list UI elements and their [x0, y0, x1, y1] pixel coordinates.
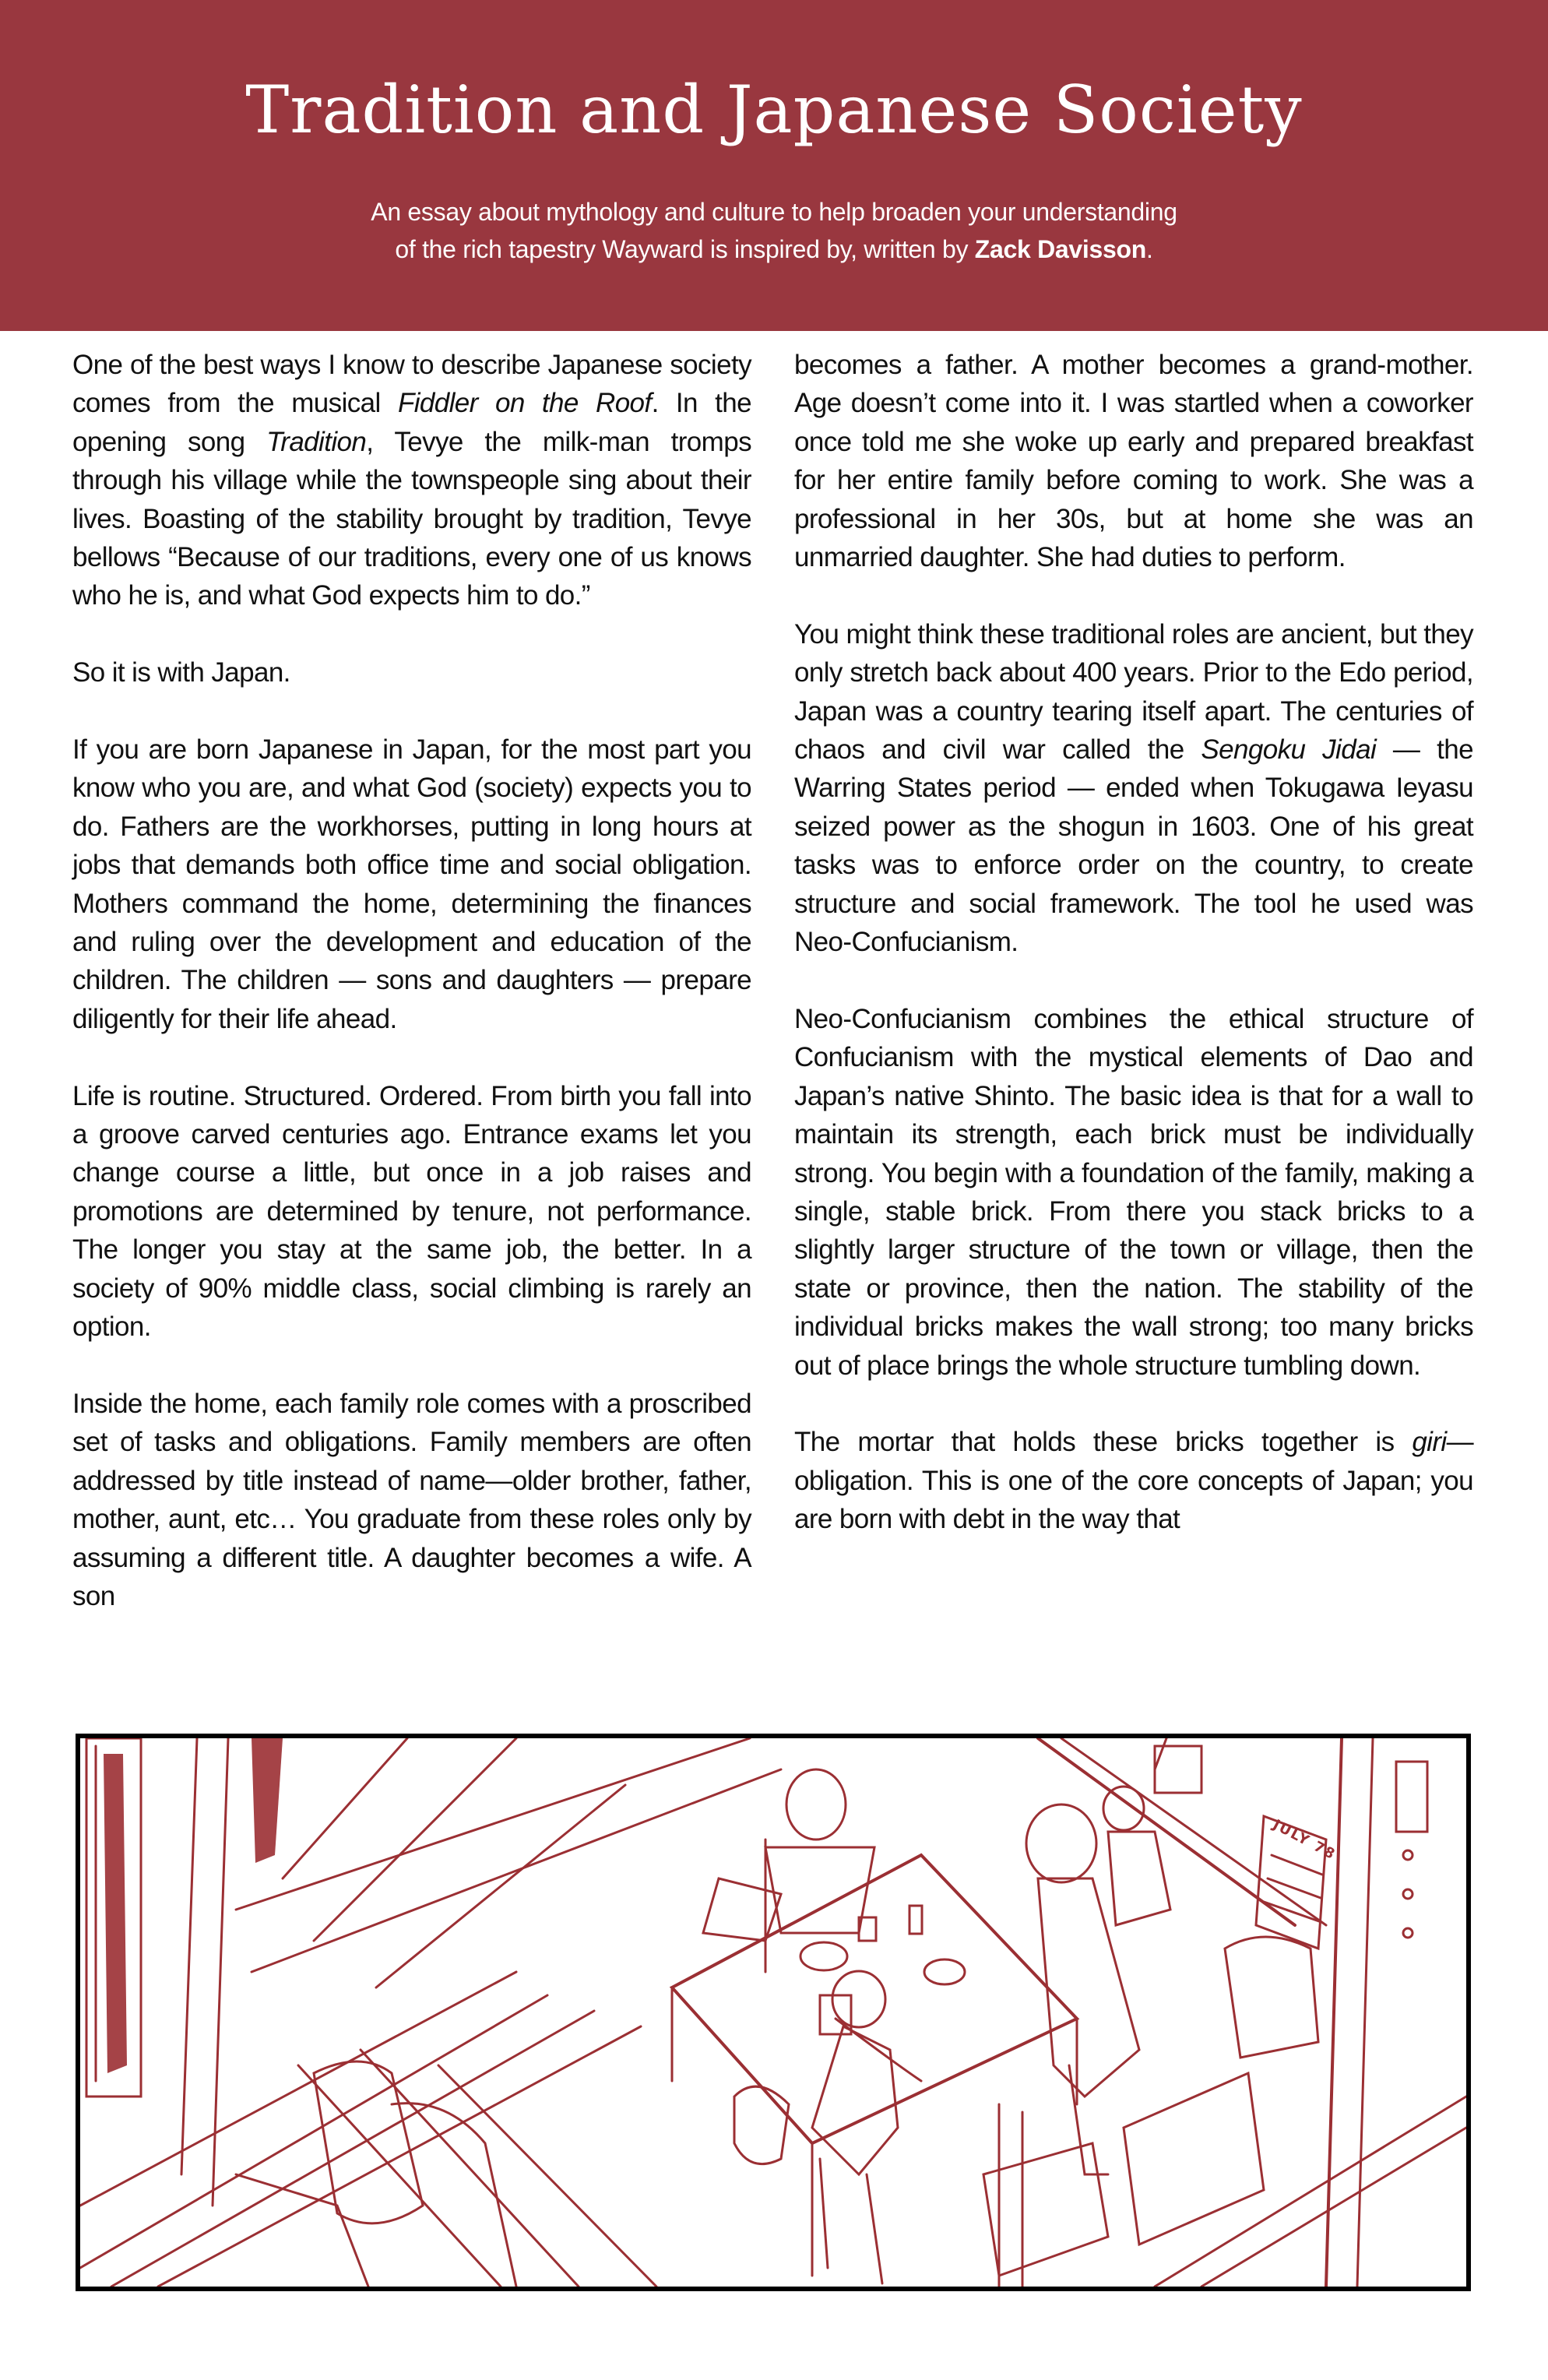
paragraph-fiddler: [72, 346, 751, 615]
text-run: — the Warring States period — ended when Tokugawa Ieyasu seized power as the shogun in 1603. One of his great tasks was to enforce order on the country, to create structure and social framework. The tool he used was Neo-Confucianism.: [794, 734, 1473, 958]
subtitle-line-1: An essay about mythology and culture to help broaden your understanding: [371, 198, 1177, 226]
chair-front: [983, 2143, 1108, 2276]
paragraph-routine: Life is routine. Structured. Ordered. From birth you fall into a groove carved centuries ago. Entrance exams let you change course a little, but once in a job raises and promotions are determined by tenure, not performance. The longer you stay at the same job, the better. In a society of 90% middle class, social climbing is rarely an option.: [72, 1080, 751, 1343]
essay-column-left: [72, 346, 751, 1615]
author-name: Zack Davisson: [974, 235, 1146, 263]
page-title: Tradition and Japanese Society: [245, 72, 1303, 148]
paragraph-so-it-is: So it is with Japan.: [72, 657, 290, 688]
family-breakfast-illustration: [76, 1734, 1471, 2291]
illustration-line-art: [80, 1738, 1466, 2287]
newspaper: [703, 1878, 781, 1941]
italic-term-giri: giri: [1412, 1427, 1447, 1458]
shadow-doorframe: [104, 1754, 127, 2073]
paragraph-titles: becomes a father. A mother becomes a grand-mother. Age doesn’t come into it. I was startled when a coworker once told me she woke up early and prepared breakfast for her entire family before coming to work. She was a professional in her 30s, but at home she was an unmarried daughter. She had duties to perform.: [794, 350, 1473, 573]
paragraph-edo: [794, 615, 1473, 962]
paragraph-roles: If you are born Japanese in Japan, for the most part you know who you are, and what God (society) expects you to do. Fathers are the workhorses, putting in long hours at jobs that demands both office time and social obligation. Mothers command the home, determining the finances and ruling over the development and education of the children. The children — sons and daughters — prepare diligently for their life ahead.: [72, 734, 751, 1034]
paragraph-giri: [794, 1423, 1473, 1538]
paragraph-neo-confucianism: Neo-Confucianism combines the ethical structure of Confucianism with the mystical elements of Dao and Japan’s native Shinto. The basic idea is that for a wall to maintain its strength, each brick must be individually strong. You begin with a foundation of the family, making a single, stable brick. From there you stack bricks to a slightly larger structure of the town or village, then the state or province, then the nation. The stability of the individual bricks makes the wall strong; too many bricks out of place brings the whole structure tumbling down.: [794, 1003, 1473, 1381]
text-run: You might think these traditional roles are ancient, but they only stretch back about 400 years. Prior to the Edo period, Japan was a country tearing itself apart. The centuries of chaos and civil war called the: [794, 618, 1473, 766]
girl-body: [812, 2026, 898, 2174]
essay-banner: [0, 0, 1548, 331]
italic-title-tradition: Tradition: [266, 426, 367, 457]
italic-term-sengoku-jidai: Sengoku Jidai: [1201, 734, 1377, 766]
text-run: One of the best ways I know to describe Japanese society comes from the musical: [72, 350, 751, 419]
school-bag: [734, 2086, 789, 2164]
text-run: The mortar that holds these bricks together is: [794, 1427, 1413, 1458]
text-run: —obligation. This is one of the core concepts of Japan; you are born with debt in the way that: [794, 1427, 1473, 1535]
subtitle: [0, 193, 1548, 268]
dining-table: [672, 1855, 1077, 2143]
italic-title-fiddler: Fiddler on the Roof: [397, 388, 652, 419]
high-chair: [1108, 1832, 1170, 1925]
subtitle-line-2-suffix: .: [1146, 235, 1153, 263]
text-run: , Tevye the milk-man tromps through his village while the townspeople sing about their lives. Boasting of the stability brought by tradition, Tevye bellows “Because of our traditions, every one of us knows who he is, and what God expects him to do.”: [72, 426, 751, 611]
calendar-label: JULY 78: [1270, 1816, 1339, 1864]
essay-column-right: [794, 346, 1473, 1539]
chair-right: [1124, 2073, 1264, 2244]
mother-body: [1038, 1878, 1139, 2097]
laundry-hamper: [1225, 1937, 1318, 2058]
subtitle-line-2: [0, 231, 1548, 268]
text-run: . In the opening song: [72, 388, 752, 457]
subtitle-line-2-prefix: of the rich tapestry Wayward is inspired by, written by: [395, 235, 975, 263]
mother-head: [1026, 1804, 1096, 1882]
girl-head: [832, 1971, 885, 2027]
father-head: [786, 1769, 846, 1840]
paragraph-home: Inside the home, each family role comes with a proscribed set of tasks and obligations. Family members are often addressed by title instead of name—older brother, father, mother, aunt, etc… You graduate from these roles only by assuming a different title. A daughter becomes a wife. A son: [72, 1388, 751, 1611]
